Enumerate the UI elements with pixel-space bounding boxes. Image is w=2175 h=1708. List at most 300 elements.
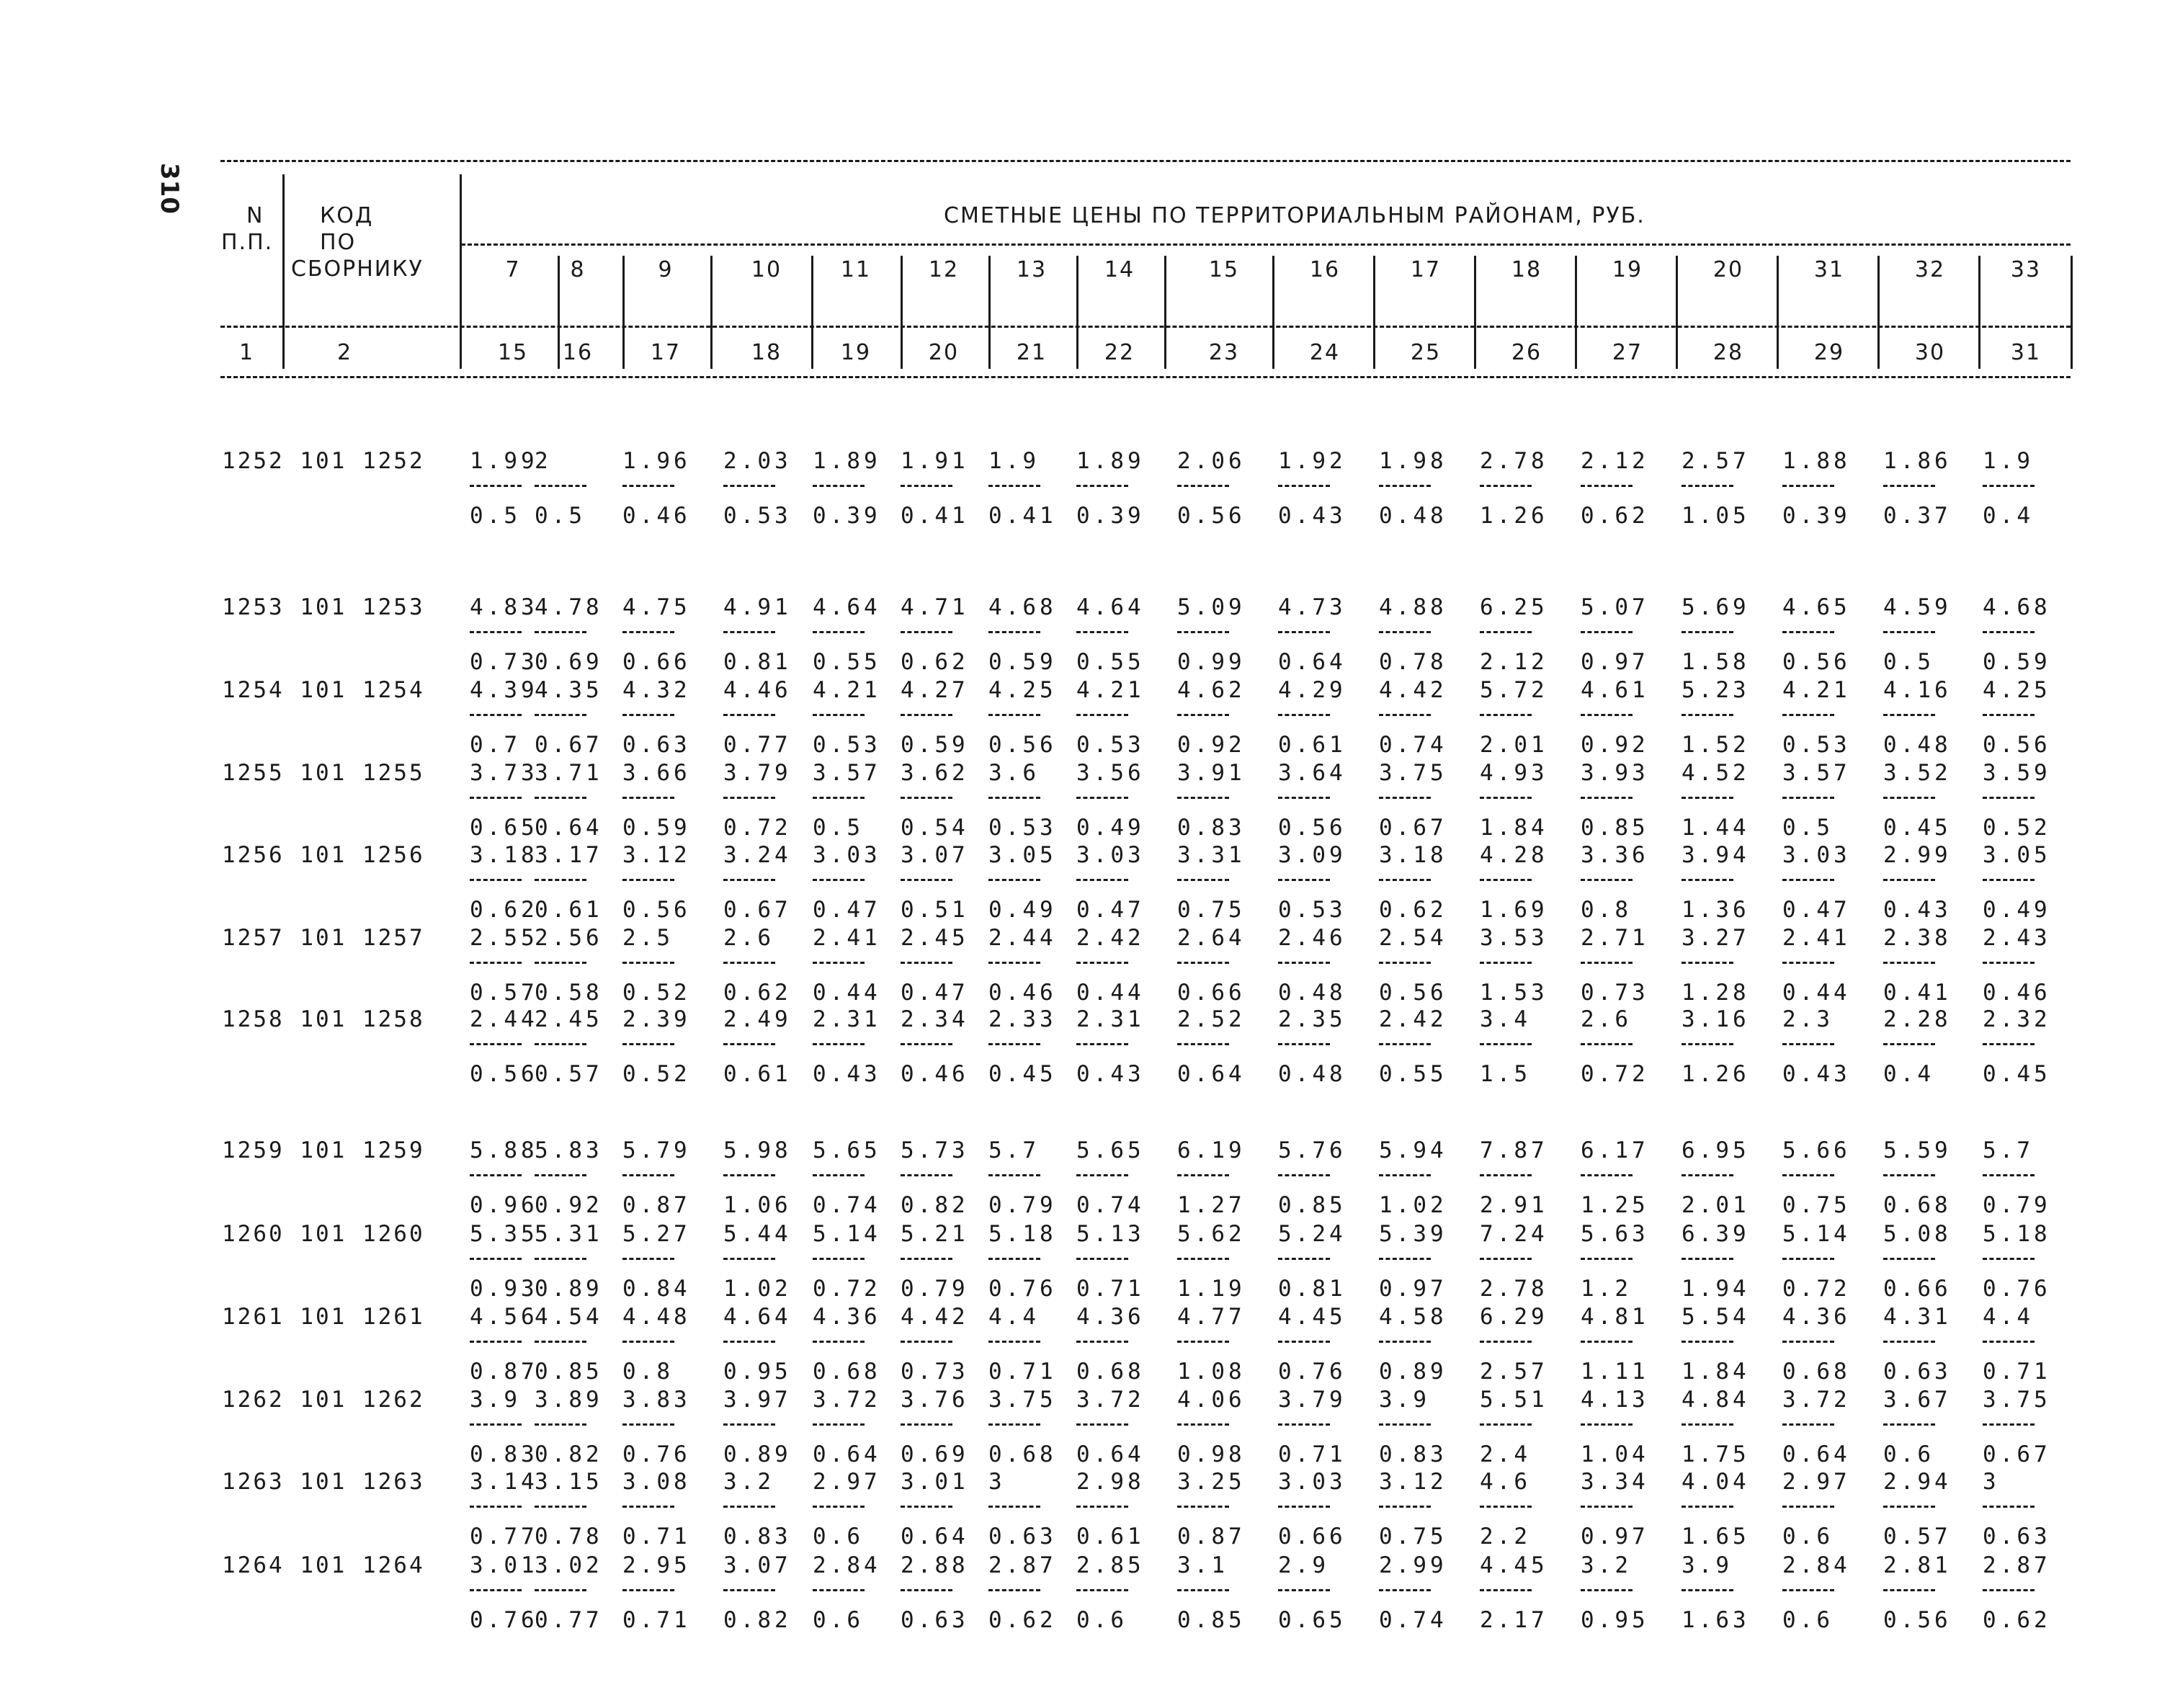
- fraction-divider: [1177, 962, 1229, 964]
- header-mid-rule: [220, 326, 2071, 328]
- column-number: 29: [1813, 340, 1845, 365]
- header-vrule-code: [460, 174, 462, 369]
- price-top-value: 5.31: [535, 1221, 603, 1247]
- fraction-divider: [535, 879, 586, 881]
- price-top-value: 3.83: [622, 1387, 691, 1413]
- price-bottom-value: 2.01: [1480, 732, 1548, 758]
- price-top-value: 3.03: [1782, 842, 1851, 868]
- price-bottom-value: 0.61: [535, 897, 603, 923]
- fraction-divider: [1076, 714, 1128, 716]
- price-bottom-value: 0.93: [470, 1276, 538, 1302]
- price-bottom-value: 0.68: [988, 1441, 1057, 1467]
- price-bottom-value: 0.64: [1177, 1061, 1246, 1087]
- price-bottom-value: 0.82: [723, 1607, 792, 1633]
- price-bottom-value: 0.48: [1278, 1061, 1346, 1087]
- price-top-value: 3.36: [1581, 842, 1649, 868]
- fraction-divider: [1379, 1589, 1431, 1591]
- price-top-value: 3.94: [1682, 842, 1750, 868]
- price-bottom-value: 0.64: [535, 815, 603, 841]
- price-bottom-value: 0.7: [470, 732, 521, 758]
- fraction-divider: [1983, 631, 2035, 633]
- price-top-value: 5.73: [901, 1137, 969, 1163]
- price-bottom-value: 0.85: [535, 1359, 603, 1385]
- fraction-divider: [1581, 1043, 1633, 1045]
- price-top-value: 3.91: [1177, 760, 1246, 786]
- price-top-value: 2.6: [723, 925, 774, 951]
- price-bottom-value: 0.6: [1883, 1441, 1934, 1467]
- fraction-divider: [535, 631, 586, 633]
- price-bottom-value: 1.2: [1581, 1276, 1632, 1302]
- price-top-value: 5.09: [1177, 594, 1246, 620]
- price-top-value: 3.93: [1581, 760, 1649, 786]
- price-bottom-value: 2.4: [1480, 1441, 1531, 1467]
- price-top-value: 2.87: [1983, 1552, 2051, 1578]
- price-top-value: 5.18: [1983, 1221, 2051, 1247]
- fraction-divider: [1278, 1258, 1330, 1260]
- price-bottom-value: 0.44: [1782, 980, 1851, 1006]
- fraction-divider: [1177, 1174, 1229, 1176]
- price-bottom-value: 0.66: [622, 649, 691, 675]
- price-bottom-value: 0.59: [1983, 649, 2051, 675]
- fraction-divider: [1480, 485, 1532, 487]
- price-top-value: 4.61: [1581, 677, 1649, 703]
- fraction-divider: [470, 714, 522, 716]
- price-bottom-value: 0.63: [1883, 1359, 1952, 1385]
- price-bottom-value: 1.27: [1177, 1192, 1246, 1218]
- fraction-divider: [1177, 714, 1229, 716]
- price-top-value: 5.54: [1682, 1304, 1750, 1330]
- price-bottom-value: 0.59: [901, 732, 969, 758]
- fraction-divider: [535, 1043, 586, 1045]
- price-bottom-value: 0.67: [1983, 1441, 2051, 1467]
- price-bottom-value: 0.92: [1177, 732, 1246, 758]
- fraction-divider: [1076, 1423, 1128, 1426]
- price-bottom-value: 0.82: [901, 1192, 969, 1218]
- price-top-value: 5.24: [1278, 1221, 1346, 1247]
- fraction-divider: [1782, 962, 1834, 964]
- price-bottom-value: 0.85: [1278, 1192, 1346, 1218]
- price-top-value: 7.87: [1480, 1137, 1548, 1163]
- fraction-divider: [988, 1423, 1040, 1426]
- price-bottom-value: 0.62: [1983, 1607, 2051, 1633]
- header-title-rule: [461, 243, 2071, 246]
- region-header: 10: [751, 257, 782, 282]
- price-top-value: 4.64: [1076, 594, 1145, 620]
- fraction-divider: [813, 631, 865, 633]
- fraction-divider: [988, 1589, 1040, 1591]
- price-bottom-value: 0.89: [535, 1276, 603, 1302]
- price-bottom-value: 0.47: [901, 980, 969, 1006]
- fraction-divider: [1883, 1341, 1935, 1343]
- price-top-value: 4.35: [535, 677, 603, 703]
- price-bottom-value: 0.5: [813, 815, 864, 841]
- header-column-separator: [1676, 256, 1678, 369]
- price-bottom-value: 0.53: [988, 815, 1057, 841]
- price-bottom-value: 0.83: [723, 1524, 792, 1550]
- price-top-value: 2.85: [1076, 1552, 1145, 1578]
- price-top-value: 6.39: [1682, 1221, 1750, 1247]
- price-top-value: 2.34: [901, 1006, 969, 1032]
- region-header: 14: [1104, 257, 1135, 282]
- fraction-divider: [470, 1589, 522, 1591]
- fraction-divider: [988, 714, 1040, 716]
- fraction-divider: [1682, 1506, 1733, 1508]
- price-bottom-value: 0.76: [1983, 1276, 2051, 1302]
- price-top-value: 5.83: [535, 1137, 603, 1163]
- price-top-value: 3.75: [1983, 1387, 2051, 1413]
- price-top-value: 4.68: [1983, 594, 2051, 620]
- price-bottom-value: 0.69: [901, 1441, 969, 1467]
- fraction-divider: [813, 1341, 865, 1343]
- fraction-divider: [1983, 1506, 2035, 1508]
- price-top-value: 4.27: [901, 677, 969, 703]
- price-top-value: 4.29: [1278, 677, 1346, 703]
- price-bottom-value: 0.77: [470, 1524, 538, 1550]
- price-top-value: 4.78: [535, 594, 603, 620]
- price-bottom-value: 1.06: [723, 1192, 792, 1218]
- col-n-line1: N: [246, 203, 264, 228]
- price-top-value: 4.21: [813, 677, 881, 703]
- fraction-divider: [1581, 631, 1633, 633]
- fraction-divider: [1076, 1589, 1128, 1591]
- header-column-separator: [2071, 256, 2073, 369]
- price-bottom-value: 0.65: [470, 815, 538, 841]
- price-bottom-value: 0.56: [1278, 815, 1346, 841]
- price-top-value: 3.79: [723, 760, 792, 786]
- price-bottom-value: 0.72: [1581, 1061, 1649, 1087]
- price-bottom-value: 0.92: [1581, 732, 1649, 758]
- price-bottom-value: 1.26: [1480, 503, 1548, 529]
- fraction-divider: [1379, 1506, 1431, 1508]
- price-bottom-value: 0.43: [1782, 1061, 1851, 1087]
- price-top-value: 5.59: [1883, 1137, 1952, 1163]
- price-top-value: 2.33: [988, 1006, 1057, 1032]
- fraction-divider: [1581, 1174, 1633, 1176]
- fraction-divider: [1076, 879, 1128, 881]
- fraction-divider: [1983, 485, 2035, 487]
- col-code-line3: СБОРНИКУ: [291, 256, 424, 282]
- price-bottom-value: 0.4: [1983, 503, 2034, 529]
- price-bottom-value: 0.99: [1177, 649, 1246, 675]
- price-bottom-value: 0.49: [1983, 897, 2051, 923]
- price-bottom-value: 1.19: [1177, 1276, 1246, 1302]
- price-top-value: 3.03: [1278, 1469, 1346, 1495]
- fraction-divider: [1782, 714, 1834, 716]
- fraction-divider: [470, 797, 522, 799]
- row-label: 1256 101 1256: [222, 842, 425, 868]
- price-bottom-value: 0.5: [1883, 649, 1934, 675]
- price-bottom-value: 0.56: [988, 732, 1057, 758]
- fraction-divider: [1076, 962, 1128, 964]
- fraction-divider: [470, 1174, 522, 1176]
- price-bottom-value: 0.68: [813, 1359, 881, 1385]
- fraction-divider: [1076, 1341, 1128, 1343]
- row-label: 1261 101 1261: [222, 1304, 425, 1330]
- col-code-line1: КОД: [320, 203, 374, 228]
- row-label: 1264 101 1264: [222, 1552, 425, 1578]
- fraction-divider: [470, 485, 522, 487]
- price-top-value: 5.14: [813, 1221, 881, 1247]
- price-top-value: 2.3: [1782, 1006, 1834, 1032]
- price-bottom-value: 0.97: [1581, 1524, 1649, 1550]
- price-bottom-value: 0.76: [622, 1441, 691, 1467]
- price-top-value: 3.72: [1782, 1387, 1851, 1413]
- price-top-value: 3.66: [622, 760, 691, 786]
- column-number: 31: [2010, 340, 2042, 365]
- fraction-divider: [1883, 714, 1935, 716]
- price-top-value: 2.44: [988, 925, 1057, 951]
- price-top-value: 4.21: [1782, 677, 1851, 703]
- fraction-divider: [723, 1423, 775, 1426]
- fraction-divider: [1076, 1043, 1128, 1045]
- price-top-value: 2.84: [813, 1552, 881, 1578]
- header-column-separator: [1474, 256, 1476, 369]
- price-top-value: 1.9: [988, 448, 1040, 474]
- fraction-divider: [1177, 631, 1229, 633]
- fraction-divider: [1682, 714, 1733, 716]
- fraction-divider: [723, 485, 775, 487]
- price-bottom-value: 0.74: [813, 1192, 881, 1218]
- price-top-value: 4.65: [1782, 594, 1851, 620]
- price-top-value: 3.64: [1278, 760, 1346, 786]
- price-bottom-value: 0.46: [901, 1061, 969, 1087]
- fraction-divider: [1581, 1258, 1633, 1260]
- price-bottom-value: 0.71: [1278, 1441, 1346, 1467]
- price-bottom-value: 0.63: [622, 732, 691, 758]
- price-top-value: 2.46: [1278, 925, 1346, 951]
- price-bottom-value: 0.95: [1581, 1607, 1649, 1633]
- price-top-value: 2.35: [1278, 1006, 1346, 1032]
- price-bottom-value: 0.39: [1782, 503, 1851, 529]
- price-bottom-value: 0.44: [813, 980, 881, 1006]
- fraction-divider: [813, 1258, 865, 1260]
- price-top-value: 4.56: [470, 1304, 538, 1330]
- price-top-value: 5.62: [1177, 1221, 1246, 1247]
- price-top-value: 5.7: [988, 1137, 1040, 1163]
- col-n-line2: П.П.: [221, 230, 274, 255]
- price-bottom-value: 0.76: [988, 1276, 1057, 1302]
- fraction-divider: [535, 714, 586, 716]
- fraction-divider: [1983, 1341, 2035, 1343]
- price-top-value: 3.9: [1682, 1552, 1733, 1578]
- price-top-value: 5.51: [1480, 1387, 1548, 1413]
- price-bottom-value: 1.75: [1682, 1441, 1750, 1467]
- price-bottom-value: 1.53: [1480, 980, 1548, 1006]
- fraction-divider: [723, 1506, 775, 1508]
- price-bottom-value: 0.87: [470, 1359, 538, 1385]
- header-column-separator: [1164, 256, 1166, 369]
- price-top-value: 4.83: [470, 594, 538, 620]
- fraction-divider: [901, 485, 952, 487]
- header-bottom-rule: [220, 376, 2071, 378]
- price-top-value: 3.59: [1983, 760, 2051, 786]
- price-bottom-value: 0.59: [622, 815, 691, 841]
- price-top-value: 4.06: [1177, 1387, 1246, 1413]
- fraction-divider: [535, 962, 586, 964]
- price-top-value: 4.68: [988, 594, 1057, 620]
- price-bottom-value: 1.52: [1682, 732, 1750, 758]
- fraction-divider: [723, 797, 775, 799]
- price-bottom-value: 0.62: [1379, 897, 1447, 923]
- price-bottom-value: 0.77: [535, 1607, 603, 1633]
- fraction-divider: [988, 797, 1040, 799]
- header-column-separator: [1575, 256, 1577, 369]
- price-top-value: 4.39: [470, 677, 538, 703]
- price-top-value: 3.62: [901, 760, 969, 786]
- price-top-value: 3.05: [1983, 842, 2051, 868]
- price-bottom-value: 1.25: [1581, 1192, 1649, 1218]
- price-top-value: 3.31: [1177, 842, 1246, 868]
- price-top-value: 4.36: [813, 1304, 881, 1330]
- price-bottom-value: 0.89: [723, 1441, 792, 1467]
- fraction-divider: [723, 962, 775, 964]
- price-bottom-value: 0.85: [1581, 815, 1649, 841]
- fraction-divider: [1076, 797, 1128, 799]
- fraction-divider: [535, 797, 586, 799]
- price-top-value: 2.6: [1581, 1006, 1632, 1032]
- price-bottom-value: 0.41: [1883, 980, 1952, 1006]
- price-top-value: 1.9: [1983, 448, 2034, 474]
- price-top-value: 3.07: [723, 1552, 792, 1578]
- price-top-value: 3.6: [988, 760, 1040, 786]
- fraction-divider: [1480, 1258, 1532, 1260]
- fraction-divider: [988, 1043, 1040, 1045]
- header-column-separator: [1272, 256, 1274, 369]
- price-bottom-value: 0.47: [1076, 897, 1145, 923]
- fraction-divider: [1581, 962, 1633, 964]
- price-top-value: 4.84: [1682, 1387, 1750, 1413]
- fraction-divider: [1581, 797, 1633, 799]
- price-bottom-value: 0.64: [813, 1441, 881, 1467]
- fraction-divider: [622, 714, 674, 716]
- price-bottom-value: 0.97: [1379, 1276, 1447, 1302]
- price-top-value: 2.38: [1883, 925, 1952, 951]
- fraction-divider: [1076, 1258, 1128, 1260]
- price-bottom-value: 0.56: [1782, 649, 1851, 675]
- price-bottom-value: 0.45: [988, 1061, 1057, 1087]
- fraction-divider: [1379, 1174, 1431, 1176]
- fraction-divider: [1983, 1423, 2035, 1426]
- price-top-value: 2.06: [1177, 448, 1246, 474]
- fraction-divider: [1782, 631, 1834, 633]
- fraction-divider: [1682, 1423, 1733, 1426]
- price-bottom-value: 0.44: [1076, 980, 1145, 1006]
- price-bottom-value: 0.4: [1883, 1061, 1934, 1087]
- fraction-divider: [1177, 1589, 1229, 1591]
- fraction-divider: [813, 714, 865, 716]
- fraction-divider: [622, 1423, 674, 1426]
- fraction-divider: [1177, 797, 1229, 799]
- price-top-value: 2.98: [1076, 1469, 1145, 1495]
- fraction-divider: [622, 485, 674, 487]
- region-header: 11: [840, 257, 872, 282]
- fraction-divider: [1379, 879, 1431, 881]
- price-top-value: 5.08: [1883, 1221, 1952, 1247]
- price-bottom-value: 1.36: [1682, 897, 1750, 923]
- row-label: 1260 101 1260: [222, 1221, 425, 1247]
- price-top-value: 3.24: [723, 842, 792, 868]
- price-top-value: 5.7: [1983, 1137, 2034, 1163]
- price-bottom-value: 0.62: [470, 897, 538, 923]
- fraction-divider: [1782, 1258, 1834, 1260]
- price-top-value: 2.45: [901, 925, 969, 951]
- price-bottom-value: 0.57: [470, 980, 538, 1006]
- price-bottom-value: 0.64: [901, 1524, 969, 1550]
- price-bottom-value: 0.46: [622, 503, 691, 529]
- price-bottom-value: 0.41: [901, 503, 969, 529]
- price-bottom-value: 1.44: [1682, 815, 1750, 841]
- price-bottom-value: 1.94: [1682, 1276, 1750, 1302]
- price-bottom-value: 0.83: [1177, 815, 1246, 841]
- price-top-value: 3.17: [535, 842, 603, 868]
- price-bottom-value: 0.6: [813, 1607, 864, 1633]
- fraction-divider: [622, 879, 674, 881]
- fraction-divider: [470, 1043, 522, 1045]
- price-bottom-value: 0.73: [901, 1359, 969, 1385]
- price-top-value: 5.23: [1682, 677, 1750, 703]
- region-header: 13: [1016, 257, 1048, 282]
- price-bottom-value: 0.62: [988, 1607, 1057, 1633]
- price-top-value: 3.4: [1480, 1006, 1531, 1032]
- fraction-divider: [901, 797, 952, 799]
- price-bottom-value: 0.95: [723, 1359, 792, 1385]
- price-top-value: 3: [1983, 1469, 2000, 1495]
- price-top-value: 6.19: [1177, 1137, 1246, 1163]
- column-number: 17: [650, 340, 682, 365]
- fraction-divider: [1581, 1423, 1633, 1426]
- fraction-divider: [1782, 1043, 1834, 1045]
- fraction-divider: [1480, 1341, 1532, 1343]
- price-bottom-value: 0.37: [1883, 503, 1952, 529]
- fraction-divider: [535, 1341, 586, 1343]
- price-top-value: 4.45: [1278, 1304, 1346, 1330]
- price-top-value: 6.17: [1581, 1137, 1649, 1163]
- price-top-value: 4.36: [1076, 1304, 1145, 1330]
- fraction-divider: [1177, 1506, 1229, 1508]
- fraction-divider: [1782, 485, 1834, 487]
- price-top-value: 2.44: [470, 1006, 538, 1032]
- fraction-divider: [470, 631, 522, 633]
- price-top-value: 5.44: [723, 1221, 792, 1247]
- column-number: 28: [1712, 340, 1744, 365]
- price-top-value: 4.48: [622, 1304, 691, 1330]
- price-top-value: 3.03: [1076, 842, 1145, 868]
- price-bottom-value: 0.56: [622, 897, 691, 923]
- price-bottom-value: 1.05: [1682, 503, 1750, 529]
- price-top-value: 1.98: [1379, 448, 1447, 474]
- region-header: 7: [505, 257, 521, 282]
- price-bottom-value: 0.75: [1177, 897, 1246, 923]
- price-top-value: 3.12: [1379, 1469, 1447, 1495]
- price-top-value: 6.95: [1682, 1137, 1750, 1163]
- column-number: 22: [1104, 340, 1135, 365]
- price-top-value: 4.36: [1782, 1304, 1851, 1330]
- fraction-divider: [1682, 962, 1733, 964]
- price-bottom-value: 0.96: [470, 1192, 538, 1218]
- price-bottom-value: 0.72: [813, 1276, 881, 1302]
- price-bottom-value: 0.57: [535, 1061, 603, 1087]
- price-top-value: 2.99: [1379, 1552, 1447, 1578]
- fraction-divider: [901, 962, 952, 964]
- price-top-value: 4.54: [535, 1304, 603, 1330]
- price-top-value: 3.89: [535, 1387, 603, 1413]
- fraction-divider: [1682, 797, 1733, 799]
- price-top-value: 2.64: [1177, 925, 1246, 951]
- price-bottom-value: 0.53: [723, 503, 792, 529]
- region-header: 19: [1612, 257, 1643, 282]
- price-top-value: 3.08: [622, 1469, 691, 1495]
- fraction-divider: [1883, 1423, 1935, 1426]
